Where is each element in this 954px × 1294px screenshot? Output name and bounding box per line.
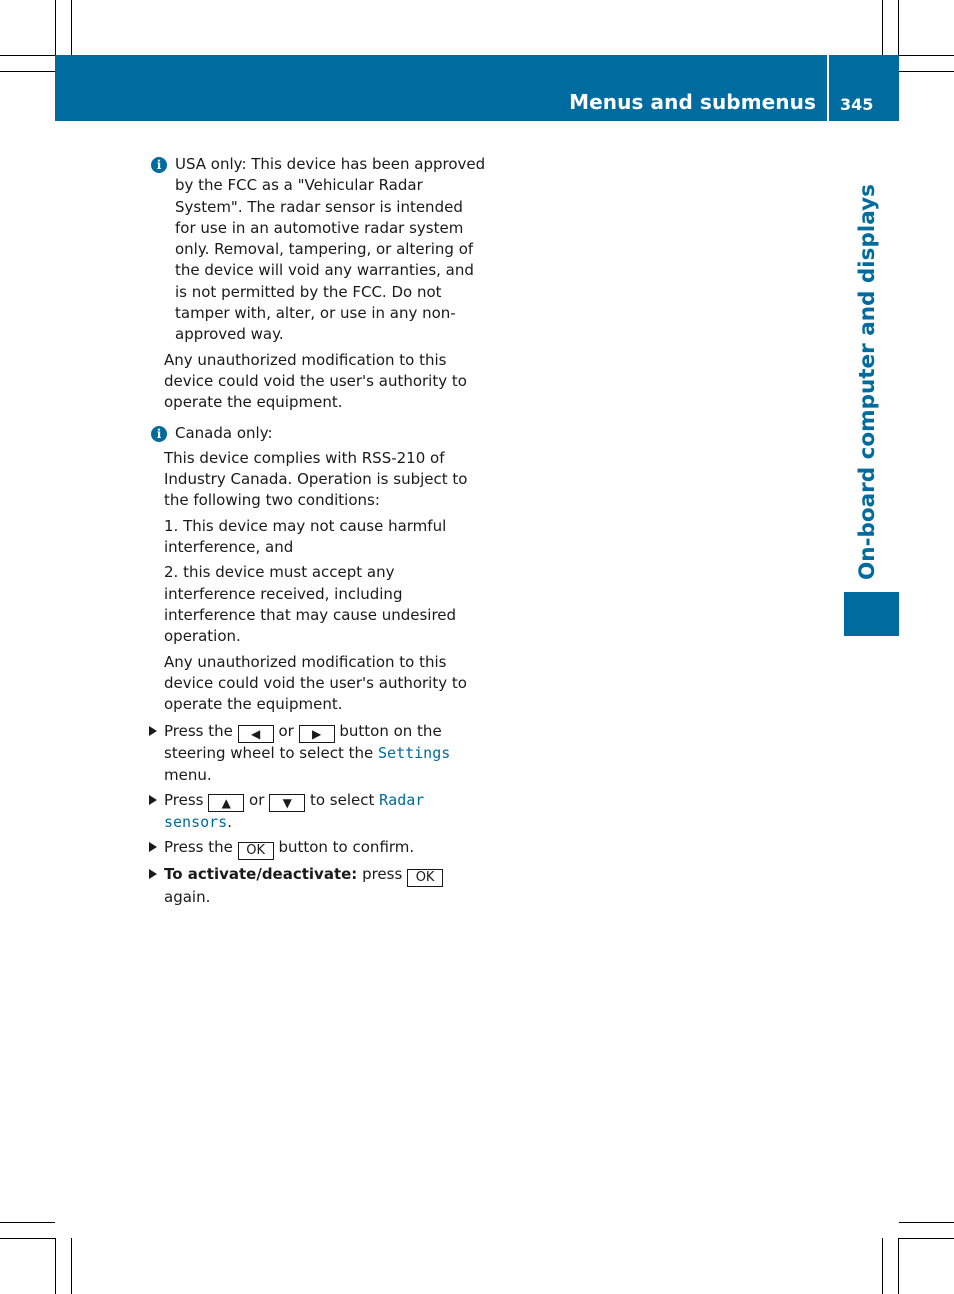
step-heading: To activate/deactivate: <box>164 865 358 884</box>
arrow-right-icon <box>149 869 157 879</box>
crop-mark <box>71 0 72 55</box>
info-note-canada <box>148 423 488 716</box>
chapter-tab-marker[interactable] <box>844 592 899 636</box>
up-button-key: ▲ <box>208 794 244 812</box>
crop-mark <box>55 1238 56 1294</box>
step-text: Press the <box>164 722 233 741</box>
crop-mark <box>899 71 954 72</box>
header-divider <box>827 55 829 121</box>
step-text: press <box>362 865 403 884</box>
step-text: Press the <box>164 838 233 857</box>
step-text: again. <box>164 888 211 907</box>
step-text: or <box>249 791 265 810</box>
note-paragraph: 1. This device may not cause harmful interference, and <box>164 516 447 557</box>
crop-mark <box>0 55 55 56</box>
section-title: Menus and submenus <box>569 90 816 114</box>
step-text: menu. <box>164 765 212 784</box>
menu-name-radar-sensors: Radar sensors <box>164 791 425 832</box>
info-icon: i <box>151 157 167 173</box>
step-text: to select <box>309 791 375 810</box>
crop-mark <box>899 55 954 56</box>
crop-mark <box>899 1222 954 1223</box>
note-paragraph: Any unauthorized modification to this device could void the user's authority to operate the equipment. <box>164 652 467 714</box>
crop-mark <box>899 1238 954 1239</box>
crop-mark <box>0 71 55 72</box>
arrow-right-icon <box>149 842 157 852</box>
menu-name-settings: Settings <box>378 744 451 763</box>
crop-mark <box>0 1222 55 1223</box>
crop-mark <box>898 1238 899 1294</box>
crop-mark <box>0 1238 55 1239</box>
note-paragraph: Canada only: <box>175 423 273 442</box>
ok-button-key: OK <box>407 869 443 887</box>
down-button-key: ▼ <box>269 794 305 812</box>
crop-mark <box>898 0 899 55</box>
instruction-step <box>148 721 488 786</box>
crop-mark <box>71 1238 72 1294</box>
note-paragraph: Any unauthorized modification to this device could void the user's authority to operate the equipment. <box>164 350 467 412</box>
info-note-usa <box>148 154 488 414</box>
instruction-step <box>148 864 488 908</box>
ok-button-key: OK <box>238 842 274 860</box>
chapter-tab-label: On-board computer and displays <box>855 184 880 580</box>
right-button-key: ▶ <box>299 725 335 743</box>
arrow-right-icon <box>149 795 157 805</box>
crop-mark <box>882 1238 883 1294</box>
step-text: button on the steering wheel to select the <box>164 722 442 763</box>
crop-mark <box>55 0 56 55</box>
crop-mark <box>882 0 883 55</box>
step-text: or <box>278 722 294 741</box>
step-text: button to confirm. <box>278 838 415 857</box>
instruction-step <box>148 790 488 833</box>
main-content <box>148 154 488 913</box>
note-paragraph: This device complies with RSS-210 of Industry Canada. Operation is subject to the following two conditions: <box>164 448 468 510</box>
instruction-step <box>148 837 488 860</box>
note-paragraph: USA only: This device has been approved by the FCC as a "Vehicular Radar System". The radar sensor is intended for use in an automotive radar system only. Removal, tampering, or altering of the device will void any warranties, and is not permitted by the FCC. Do not tamper with, alter, or use in any non-approved way. <box>175 155 486 344</box>
step-text: Press <box>164 791 204 810</box>
page-number: 345 <box>840 95 874 114</box>
note-paragraph: 2. this device must accept any interference received, including interference that may cause undesired operation. <box>164 563 457 646</box>
left-button-key: ◀ <box>238 725 274 743</box>
step-text: . <box>227 813 232 832</box>
arrow-right-icon <box>149 726 157 736</box>
info-icon: i <box>151 426 167 442</box>
